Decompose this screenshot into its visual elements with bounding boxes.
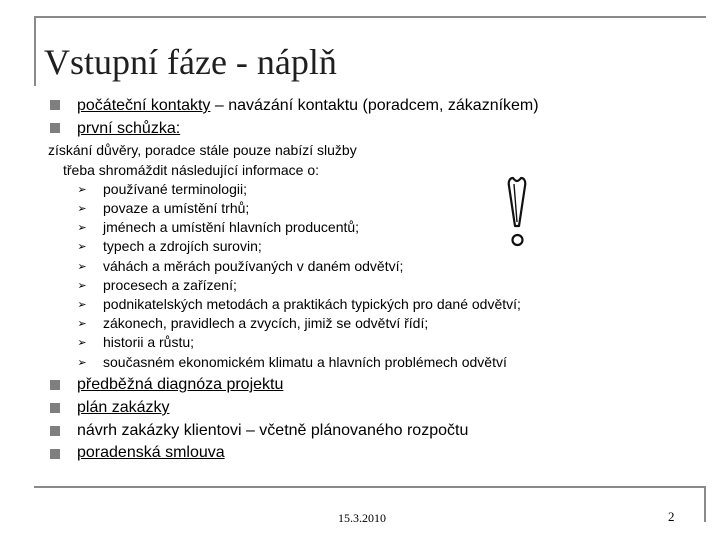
square-bullet-icon bbox=[50, 449, 60, 459]
arrow-bullet-icon: ➢ bbox=[77, 222, 87, 234]
list-item bbox=[77, 97, 539, 115]
sub-list-item: zákonech, pravidlech a zvycích, jimiž se odvětví řídí; bbox=[103, 315, 429, 331]
frame-top-line bbox=[34, 16, 706, 18]
arrow-bullet-icon: ➢ bbox=[77, 184, 87, 196]
list-item-underlined: plán zakázky bbox=[77, 399, 170, 416]
sub-list-item: typech a zdrojích surovin; bbox=[103, 238, 262, 254]
list-item-text: – navázání kontaktu (poradcem, zákazníkem) bbox=[210, 97, 539, 114]
list-item-underlined: počáteční kontakty bbox=[77, 97, 211, 114]
sub-list-item: historii a růstu; bbox=[103, 334, 195, 350]
exclamation-icon bbox=[504, 176, 532, 250]
sub-list-item: podnikatelských metodách a praktikách typických pro dané odvětví; bbox=[103, 296, 521, 312]
intro-line: třeba shromáždit následující informace o: bbox=[63, 162, 320, 178]
square-bullet-icon bbox=[50, 403, 60, 413]
sub-list-item: procesech a zařízení; bbox=[103, 277, 237, 293]
list-item bbox=[77, 399, 170, 417]
list-item-underlined: první schůzka: bbox=[77, 120, 181, 137]
sub-list-item: současném ekonomickém klimatu a hlavních problémech odvětví bbox=[103, 354, 507, 370]
list-item bbox=[77, 444, 225, 462]
arrow-bullet-icon: ➢ bbox=[77, 337, 87, 349]
slide-title: Vstupní fáze - náplň bbox=[44, 42, 337, 82]
sub-list-item: povaze a umístění trhů; bbox=[103, 200, 250, 216]
square-bullet-icon bbox=[50, 123, 60, 133]
list-item bbox=[77, 376, 283, 394]
intro-line: získání důvěry, poradce stále pouze nabízí služby bbox=[48, 142, 357, 158]
frame-bottom-line bbox=[34, 486, 706, 488]
sub-list-item: váhách a měrách používaných v daném odvětví; bbox=[103, 258, 404, 274]
list-item bbox=[77, 120, 180, 138]
square-bullet-icon bbox=[50, 426, 60, 436]
frame-left-line bbox=[34, 16, 36, 86]
list-item bbox=[77, 422, 468, 440]
square-bullet-icon bbox=[50, 100, 60, 110]
arrow-bullet-icon: ➢ bbox=[77, 280, 87, 292]
arrow-bullet-icon: ➢ bbox=[77, 299, 87, 311]
sub-list-item: používané terminologii; bbox=[103, 181, 247, 197]
frame-right-line bbox=[704, 486, 706, 522]
list-item-text: návrh zakázky klientovi – včetně plánovaného rozpočtu bbox=[77, 422, 469, 439]
arrow-bullet-icon: ➢ bbox=[77, 261, 87, 273]
page-number: 2 bbox=[668, 509, 675, 524]
list-item-underlined: poradenská smlouva bbox=[77, 444, 225, 461]
footer-date: 15.3.2010 bbox=[338, 511, 386, 525]
arrow-bullet-icon: ➢ bbox=[77, 241, 87, 253]
arrow-bullet-icon: ➢ bbox=[77, 203, 87, 215]
sub-list-item: jménech a umístění hlavních producentů; bbox=[103, 219, 360, 235]
arrow-bullet-icon: ➢ bbox=[77, 357, 87, 369]
arrow-bullet-icon: ➢ bbox=[77, 318, 87, 330]
list-item-underlined: předběžná diagnóza projektu bbox=[77, 376, 284, 393]
square-bullet-icon bbox=[50, 380, 60, 390]
